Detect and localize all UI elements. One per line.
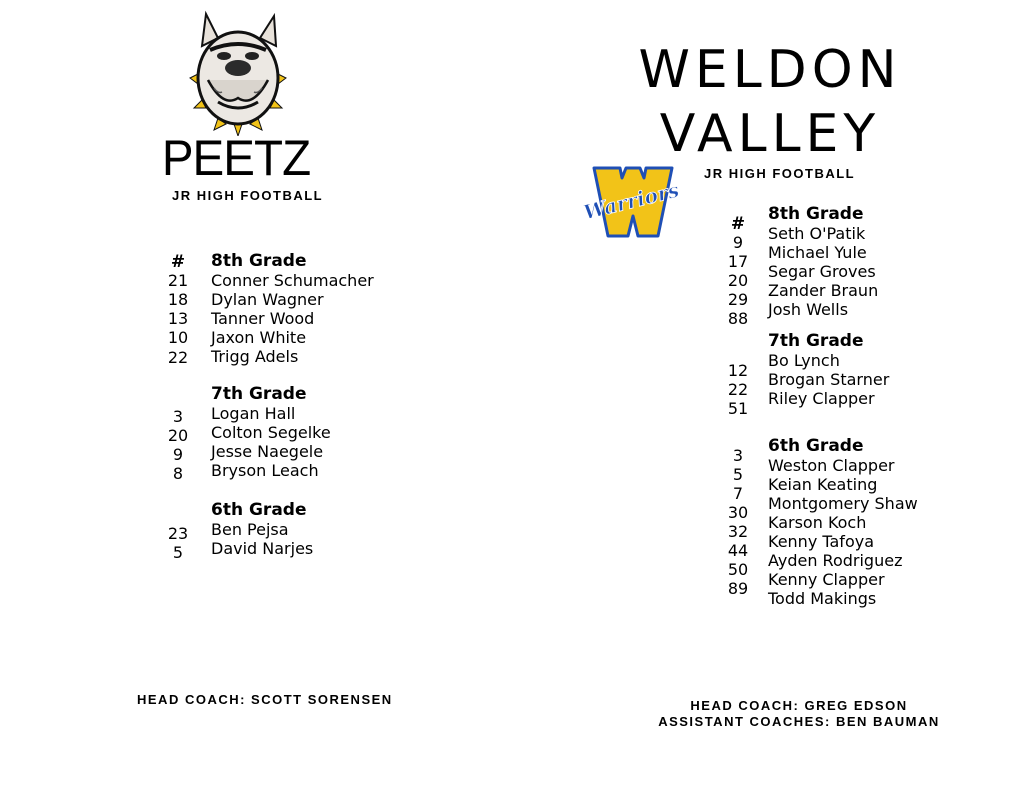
player-name: Conner Schumacher bbox=[211, 271, 374, 290]
player-number: 20 bbox=[167, 426, 189, 445]
weldon-subtitle: JR HIGH FOOTBALL bbox=[704, 166, 856, 181]
player-name: Bo Lynch bbox=[768, 351, 840, 370]
bulldog-mascot-icon bbox=[188, 8, 288, 136]
player-number: 3 bbox=[172, 407, 184, 426]
player-number: 5 bbox=[732, 465, 744, 484]
warriors-script-text: Warriors bbox=[581, 177, 682, 225]
player-name: Brogan Starner bbox=[768, 370, 890, 389]
player-number: 13 bbox=[167, 309, 189, 328]
peetz-subtitle: JR HIGH FOOTBALL bbox=[172, 188, 324, 203]
grade-heading: 7th Grade bbox=[768, 331, 864, 351]
player-number: 8 bbox=[172, 464, 184, 483]
player-name: Seth O'Patik bbox=[768, 224, 866, 243]
player-name: Logan Hall bbox=[211, 404, 296, 423]
player-number: 9 bbox=[732, 233, 744, 252]
player-number: 3 bbox=[732, 446, 744, 465]
player-name: Ayden Rodriguez bbox=[768, 551, 903, 570]
weldon-grade-7 bbox=[718, 331, 978, 418]
peetz-grade-6 bbox=[158, 500, 418, 562]
player-number: 5 bbox=[172, 543, 184, 562]
peetz-head-coach: HEAD COACH: SCOTT SORENSEN bbox=[137, 692, 393, 707]
player-name: Josh Wells bbox=[768, 300, 849, 319]
grade-heading: 8th Grade bbox=[211, 251, 307, 271]
player-number: 32 bbox=[727, 522, 749, 541]
peetz-grade-8 bbox=[158, 251, 418, 367]
player-number: 44 bbox=[727, 541, 749, 560]
player-name: Jesse Naegele bbox=[211, 442, 324, 461]
player-number: 7 bbox=[732, 484, 744, 503]
player-number: 17 bbox=[727, 252, 749, 271]
weldon-grade-8 bbox=[718, 204, 978, 328]
player-name: Zander Braun bbox=[768, 281, 879, 300]
player-name: Bryson Leach bbox=[211, 461, 319, 480]
player-name: David Narjes bbox=[211, 539, 314, 558]
player-name: Dylan Wagner bbox=[211, 290, 324, 309]
player-number: 51 bbox=[727, 399, 749, 418]
player-name: Tanner Wood bbox=[211, 309, 315, 328]
player-number: 10 bbox=[167, 328, 189, 347]
player-number: 22 bbox=[727, 380, 749, 399]
grade-heading: 6th Grade bbox=[768, 436, 864, 456]
peetz-title: PEETZ bbox=[161, 130, 311, 186]
player-name: Karson Koch bbox=[768, 513, 867, 532]
player-number: 50 bbox=[727, 560, 749, 579]
player-number: 20 bbox=[727, 271, 749, 290]
peetz-grade-7 bbox=[158, 384, 418, 483]
player-number: 29 bbox=[727, 290, 749, 309]
player-number: 9 bbox=[172, 445, 184, 464]
player-number: 12 bbox=[727, 361, 749, 380]
player-number: 89 bbox=[727, 579, 749, 598]
weldon-title-line1: WELDON bbox=[638, 40, 902, 100]
number-header: # bbox=[170, 252, 186, 272]
grade-heading: 7th Grade bbox=[211, 384, 307, 404]
weldon-head-coach: HEAD COACH: GREG EDSON bbox=[690, 698, 908, 713]
player-name: Montgomery Shaw bbox=[768, 494, 918, 513]
player-number: 18 bbox=[167, 290, 189, 309]
player-number: 21 bbox=[167, 271, 189, 290]
player-name: Jaxon White bbox=[211, 328, 307, 347]
player-name: Colton Segelke bbox=[211, 423, 331, 442]
grade-heading: 8th Grade bbox=[768, 204, 864, 224]
player-name: Trigg Adels bbox=[211, 347, 299, 366]
player-name: Todd Makings bbox=[768, 589, 877, 608]
peetz-roster bbox=[158, 251, 418, 562]
player-number: 22 bbox=[167, 348, 189, 367]
player-name: Weston Clapper bbox=[768, 456, 895, 475]
player-number: 30 bbox=[727, 503, 749, 522]
player-name: Segar Groves bbox=[768, 262, 876, 281]
player-name: Michael Yule bbox=[768, 243, 867, 262]
grade-heading: 6th Grade bbox=[211, 500, 307, 520]
player-name: Kenny Clapper bbox=[768, 570, 885, 589]
weldon-title-line2: VALLEY bbox=[659, 104, 881, 164]
player-name: Riley Clapper bbox=[768, 389, 875, 408]
player-name: Ben Pejsa bbox=[211, 520, 289, 539]
weldon-roster bbox=[718, 204, 978, 608]
number-header: # bbox=[730, 214, 746, 234]
warriors-w-logo bbox=[578, 164, 686, 240]
player-number: 23 bbox=[167, 524, 189, 543]
weldon-assistant-coaches: ASSISTANT COACHES: BEN BAUMAN bbox=[658, 714, 940, 729]
weldon-grade-6 bbox=[718, 436, 978, 608]
player-name: Keian Keating bbox=[768, 475, 878, 494]
player-name: Kenny Tafoya bbox=[768, 532, 874, 551]
player-number: 88 bbox=[727, 309, 749, 328]
